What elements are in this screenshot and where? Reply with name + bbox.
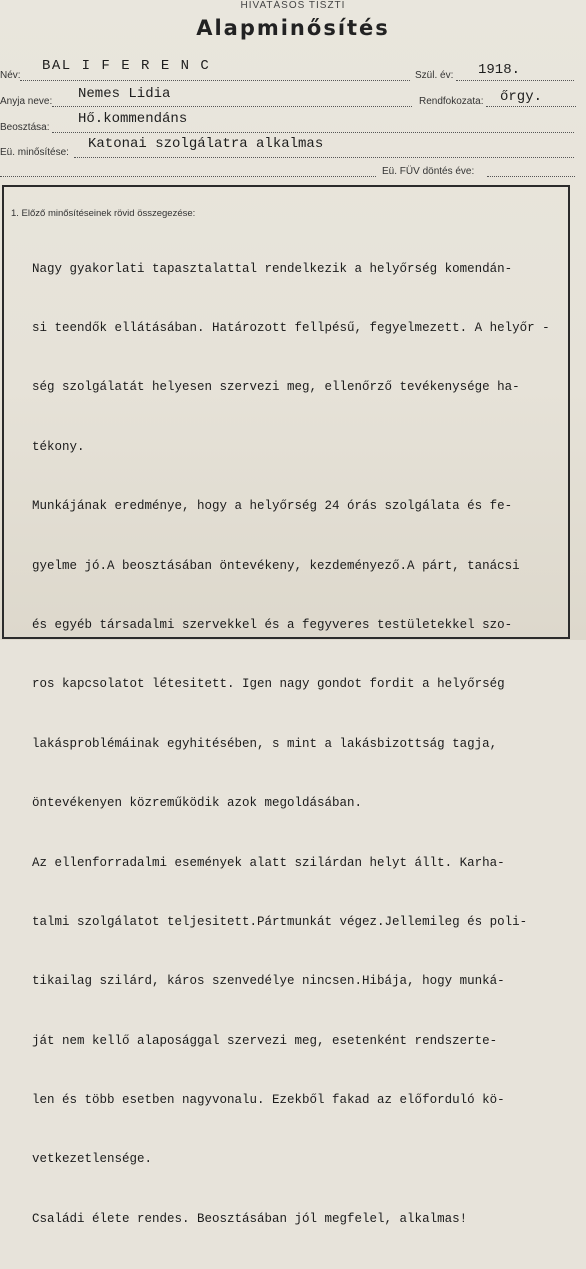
fuv-decision-line [487, 176, 575, 177]
summary-label: 1. Előző minősítéseinek rövid összegezése: [11, 208, 196, 219]
summary-line: lakásproblémáinak egyhitésében, s mint a lakásbizottság tagja, [32, 736, 498, 751]
medical-status-line [74, 157, 574, 158]
summary-line: Családi élete rendes. Beosztásában jól megfelel, alkalmas! [32, 1211, 468, 1226]
form-title: Alapminősítés [196, 16, 390, 40]
birth-year-value: 1918. [478, 62, 521, 78]
summary-line: talmi szolgálatot teljesitett.Pártmunkát végez.Jellemileg és poli- [32, 914, 528, 929]
summary-line: tékony. [32, 439, 85, 454]
position-line [52, 132, 574, 133]
fuv-leading-line [0, 176, 376, 177]
rank-label: Rendfokozata: [419, 96, 484, 107]
summary-line: és egyéb társadalmi szervekkel és a fegyveres testületekkel szo- [32, 617, 513, 632]
birth-year-label: Szül. év: [415, 70, 454, 81]
summary-line: ros kapcsolatot létesitett. Igen nagy gondot fordit a helyőrség [32, 677, 505, 692]
summary-text [32, 220, 562, 1269]
name-value: BAL I F E R E N C [42, 58, 211, 74]
form-category: HIVATÁSOS TISZTI [240, 0, 346, 11]
summary-line: Nagy gyakorlati tapasztalattal rendelkezik a helyőrség komendán- [32, 261, 513, 276]
position-label: Beosztása: [0, 122, 50, 133]
summary-line: tikailag szilárd, káros szenvedélye nincsen.Hibája, hogy munká- [32, 974, 505, 989]
fuv-decision-label: Eü. FÜV döntés éve: [382, 166, 475, 177]
summary-line: Munkájának eredménye, hogy a helyőrség 24 órás szolgálata és fe- [32, 499, 513, 514]
name-label: Név: [0, 70, 21, 81]
rank-value: őrgy. [500, 89, 543, 105]
summary-line: Az ellenforradalmi események alatt szilárdan helyt állt. Karha- [32, 855, 505, 870]
medical-status-label: Eü. minősítése: [0, 147, 69, 158]
name-line [20, 80, 410, 81]
summary-line: si teendők ellátásában. Határozott fellpésű, fegyelmezett. A helyőr - [32, 320, 550, 335]
summary-line: öntevékenyen közreműködik azok megoldásában. [32, 796, 363, 811]
summary-box [2, 185, 570, 1226]
summary-line: ség szolgálatát helyesen szervezi meg, ellenőrző tevékenysége ha- [32, 380, 520, 395]
summary-line: vetkezetlensége. [32, 1152, 153, 1167]
position-value: Hő.kommendáns [78, 111, 188, 127]
summary-line: ját nem kellő alaposággal szervezi meg, esetenként rendszerte- [32, 1033, 498, 1048]
summary-line: len és több esetben nagyvonalu. Ezekből fakad az előforduló kö- [32, 1093, 505, 1108]
mother-name-value: Nemes Lidia [78, 86, 171, 102]
birth-year-line [456, 80, 574, 81]
medical-status-value: Katonai szolgálatra alkalmas [88, 136, 324, 152]
mother-name-line [52, 106, 412, 107]
summary-line: gyelme jó.A beosztásában öntevékeny, kezdeményező.A párt, tanácsi [32, 558, 520, 573]
mother-name-label: Anyja neve: [0, 96, 53, 107]
rank-line [486, 106, 576, 107]
